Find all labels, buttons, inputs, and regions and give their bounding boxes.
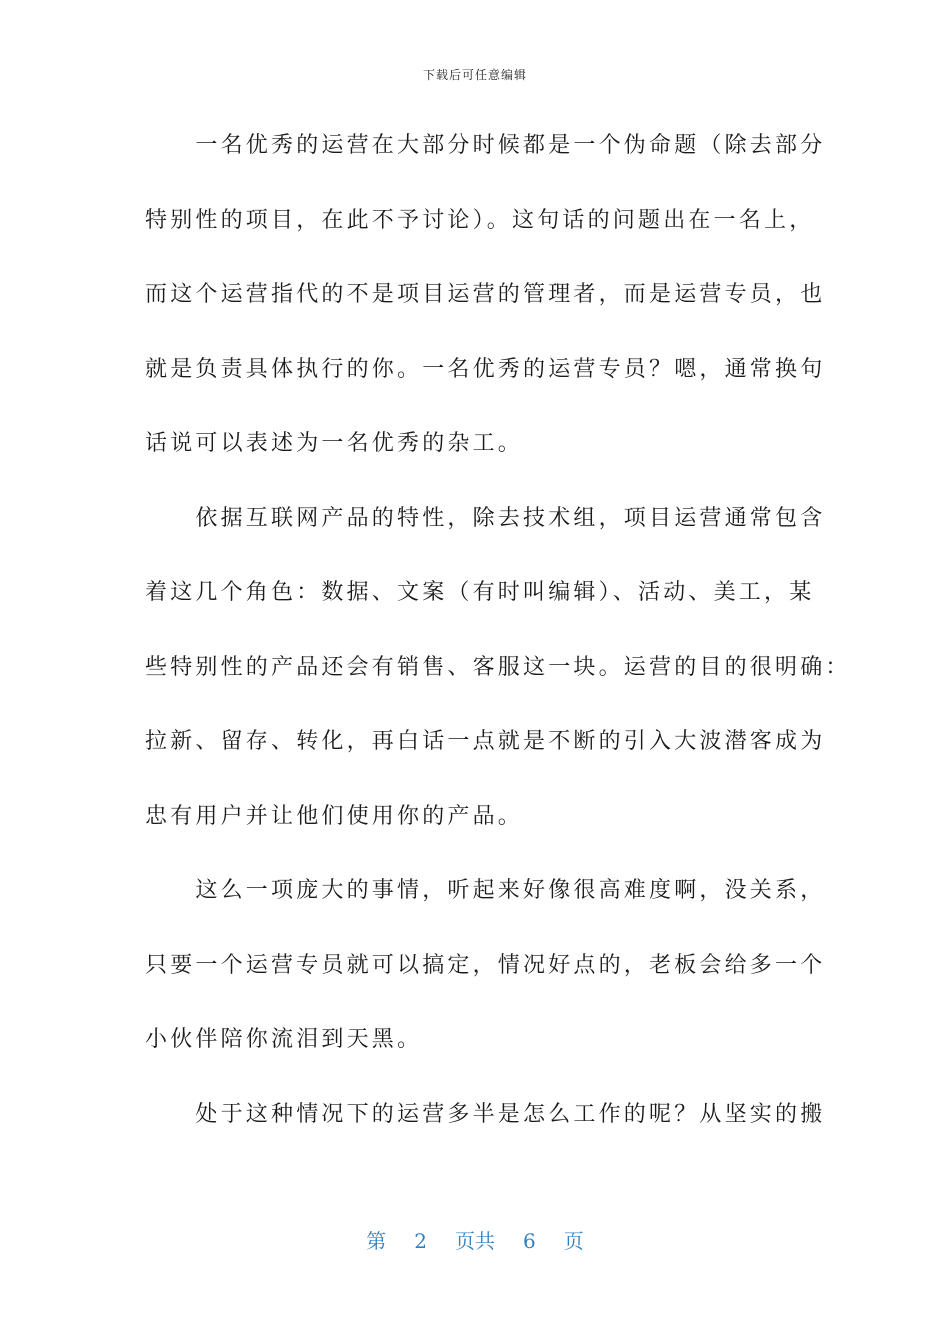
body-line: 拉新、留存、转化，再白话一点就是不断的引入大波潜客成为 [145,729,826,754]
body-line: 小伙伴陪你流泪到天黑。 [145,1027,423,1052]
body-line: 些特别性的产品还会有销售、客服这一块。运营的目的很明确： [145,654,851,680]
footer-total-pages: 6 [523,1229,536,1253]
body-line: 忠有用户并让他们使用你的产品。 [145,803,524,829]
page-header-note: 下载后可任意编辑 [422,68,527,82]
body-line: 只要一个运营专员就可以搞定，情况好点的，老板会给多一个 [145,952,826,978]
body-line: 就是负责具体执行的你。一名优秀的运营专员？嗯，通常换句 [145,356,826,382]
body-line: 特别性的项目，在此不予讨论）。这句话的问题出在一名上， [145,207,815,233]
footer-page-number: 2 [414,1229,427,1253]
body-line: 处于这种情况下的运营多半是怎么工作的呢？从坚实的搬 [145,1101,826,1127]
footer-page-suffix: 页 [563,1229,584,1253]
body-line: 一名优秀的运营在大部分时候都是一个伪命题（除去部分 [145,133,826,158]
document-body [145,122,851,1165]
body-line: 话说可以表述为一名优秀的杂工。 [145,431,524,456]
page-footer [0,1225,950,1254]
footer-page-mid: 页共 [455,1229,495,1253]
footer-page-prefix: 第 [366,1229,387,1253]
body-line: 而这个运营指代的不是项目运营的管理者，而是运营专员，也 [145,282,826,307]
body-line: 这么一项庞大的事情，听起来好像很高难度啊，没关系， [145,878,826,903]
body-line: 依据互联网产品的特性，除去技术组，项目运营通常包含 [145,505,826,531]
body-line: 着这几个角色：数据、文案（有时叫编辑）、活动、美工，某 [145,580,815,605]
